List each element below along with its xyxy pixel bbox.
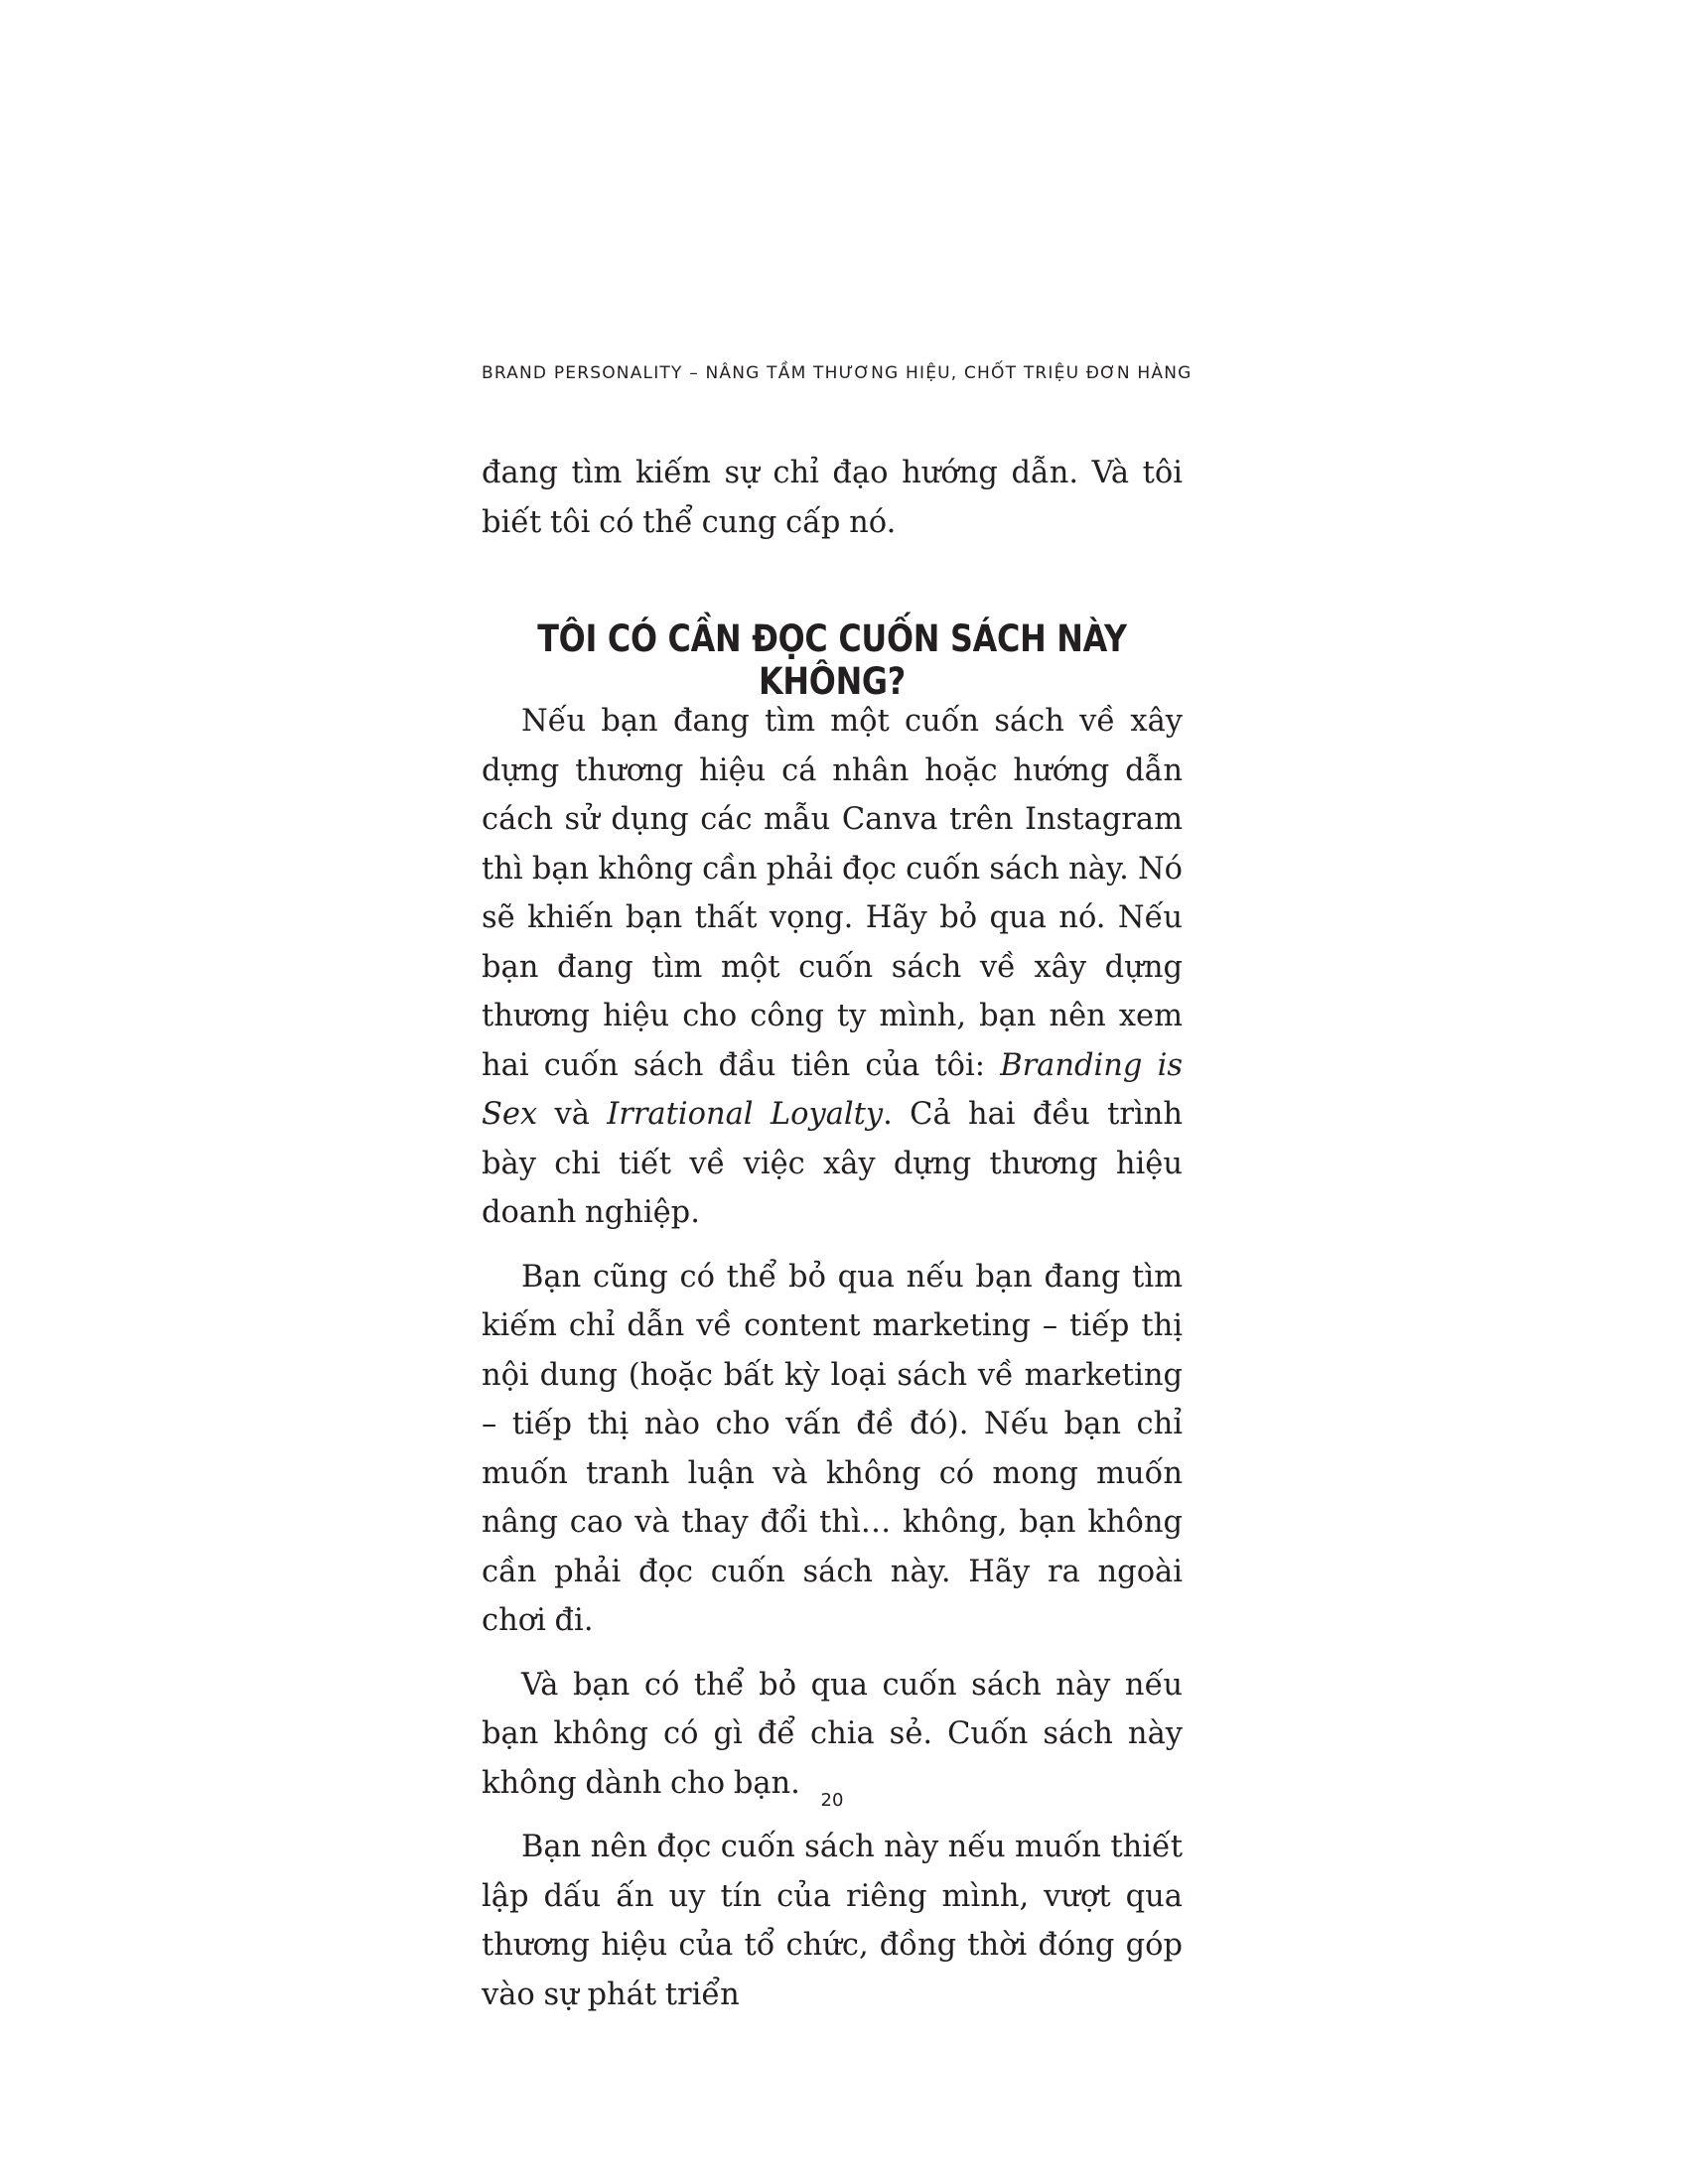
paragraph-1-connector: và xyxy=(537,1097,608,1132)
book-title-branding-is-sex: Branding is Sex xyxy=(482,1047,1183,1132)
paragraph-1-part-1: Nếu bạn đang tìm một cuốn sách về xây dựng thương hiệu cá nhân hoặc hướng dẫn cách sử dụng các mẫu Canva trên Instagram thì bạn không cần phải đọc cuốn sách này. Nó sẽ khiến bạn thất vọng. Hãy bỏ qua nó. Nếu bạn đang tìm một cuốn sách về xây dựng thương hiệu cho công ty mình, bạn nên xem hai cuốn sách đầu tiên của tôi: xyxy=(482,704,1183,1083)
paragraph-1-part-2: . Cả hai đều trình bày chi tiết về việc xây dựng thương hiệu doanh nghiệp. xyxy=(482,1097,1183,1230)
running-header: BRAND PERSONALITY – NÂNG TẦM THƯƠNG HIỆU, CHỐT TRIỆU ĐƠN HÀNG xyxy=(482,363,1193,383)
paragraph-4: Bạn nên đọc cuốn sách này nếu muốn thiết lập dấu ấn uy tín của riêng mình, vượt qua thương hiệu của tổ chức, đồng thời đóng góp vào sự phát triển xyxy=(482,1830,1183,2012)
section-heading: TÔI CÓ CẦN ĐỌC CUỐN SÁCH NÀY KHÔNG? xyxy=(537,617,1127,703)
body-text xyxy=(482,697,1183,2034)
page-number: 20 xyxy=(820,1790,844,1811)
paragraph-3: Và bạn có thể bỏ qua cuốn sách này nếu bạn không có gì để chia sẻ. Cuốn sách này không dành cho bạn. xyxy=(482,1667,1183,1801)
lead-paragraph: đang tìm kiếm sự chỉ đạo hướng dẫn. Và tôi biết tôi có thể cung cấp nó. xyxy=(482,456,1183,540)
paragraph-2: Bạn cũng có thể bỏ qua nếu bạn đang tìm kiếm chỉ dẫn về content marketing – tiếp thị nội dung (hoặc bất kỳ loại sách về marketing – tiếp thị nào cho vấn đề đó). Nếu bạn chỉ muốn tranh luận và không có mong muốn nâng cao và thay đổi thì… không, bạn không cần phải đọc cuốn sách này. Hãy ra ngoài chơi đi. xyxy=(482,1259,1183,1638)
book-title-irrational-loyalty: Irrational Loyalty xyxy=(607,1097,884,1132)
paragraph-1 xyxy=(482,697,1183,1238)
